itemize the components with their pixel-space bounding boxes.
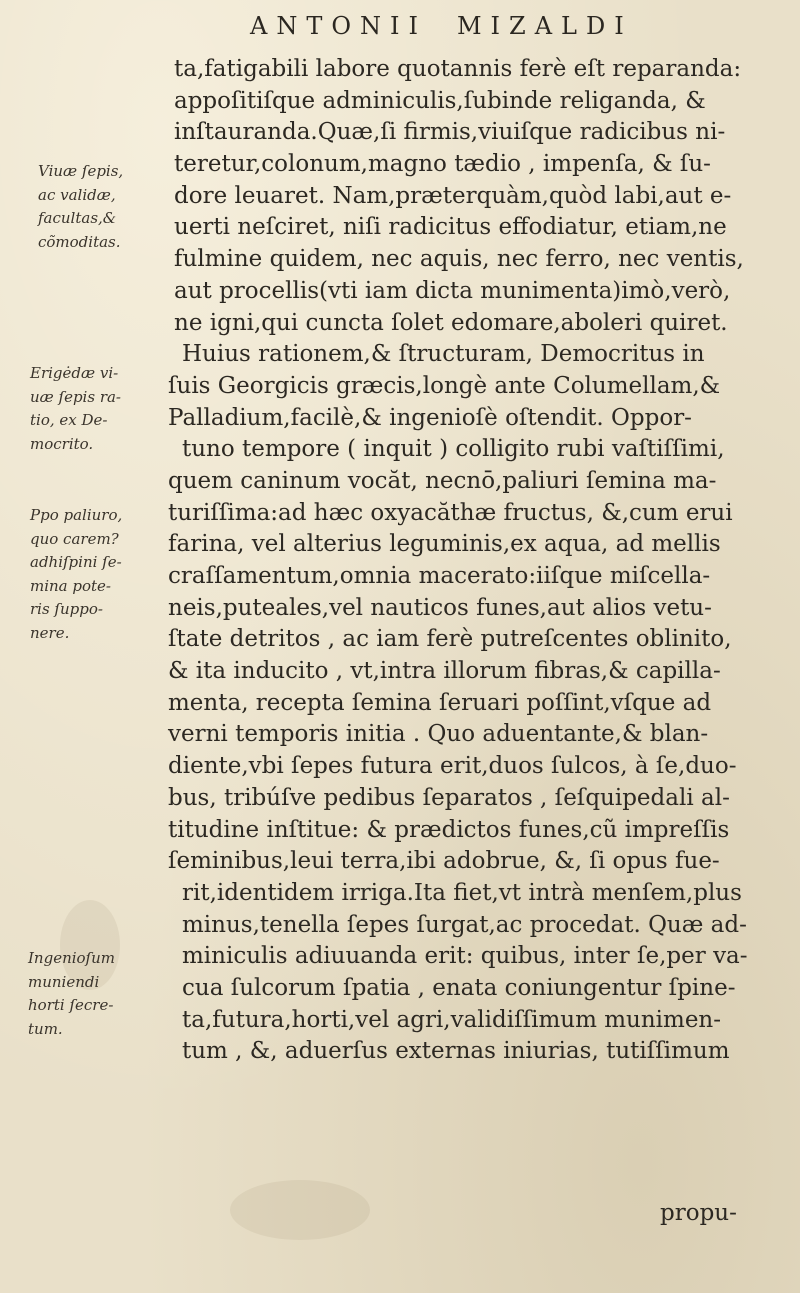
paper-stain — [230, 1180, 370, 1240]
margin-note-line: uæ ſepis ra- — [30, 387, 122, 406]
margin-note-paliuro — [30, 504, 155, 645]
text-line: ne igni,qui cuncta ſolet edomare,aboleri quiret. — [174, 309, 728, 336]
text-line: uerti neſciret, niſi radicitus effodiatur, etiam,ne — [174, 214, 727, 241]
margin-note-line: ris ſuppo- — [30, 600, 103, 618]
running-head-word-2: MIZALDI — [456, 12, 633, 40]
text-line: teretur,colonum,magno tædio , impenſa, & ſu- — [174, 151, 711, 178]
text-line: neis,puteales,vel nauticos funes,aut alios vetu- — [168, 594, 712, 621]
text-line: minus,tenella ſepes ſurgat,ac procedat. Quæ ad- — [182, 911, 747, 938]
text-line: fulmine quidem, nec aquis, nec ferro, nec ventis, — [174, 246, 744, 273]
margin-note-line: mina pote- — [30, 576, 111, 595]
text-line: miniculis adiuuanda erit: quibus, inter ſe,per va- — [182, 943, 748, 970]
text-line: ſuis Georgicis græcis,longè ante Columellam,& — [168, 372, 721, 399]
text-line: rit,identidem irriga.Ita fiet,vt intrà menſem,plus — [182, 879, 742, 906]
catchword: propu- — [660, 1200, 737, 1226]
text-line: ſeminibus,leui terra,ibi adobrue, &, ſi opus fue- — [168, 848, 720, 875]
margin-note-ingeniosum — [28, 947, 153, 1041]
text-line: aut procellis(vti iam dicta munimenta)imò,verò, — [174, 277, 731, 304]
text-line: bus, tribúſve pedibus ſeparatos , ſeſquipedali al- — [168, 784, 730, 811]
margin-note-line: ac validæ, — [38, 185, 116, 204]
margin-note-line: Viuæ ſepis, — [38, 162, 124, 180]
margin-note-erigendae — [30, 362, 155, 456]
text-line: Huius rationem,& ſtructuram, Democritus in — [182, 341, 705, 368]
text-line: dore leuaret. Nam,præterquàm,quòd labi,aut e- — [174, 182, 732, 209]
text-line: diente,vbi ſepes futura erit,duos ſulcos, à ſe,duo- — [168, 753, 737, 780]
text-line: appoſitiſque adminiculis,ſubinde religanda, & — [174, 87, 706, 114]
text-line: inſtauranda.Quæ,ſi firmis,viuiſque radicibus ni- — [174, 119, 726, 146]
margin-note-line: Ingenioſum — [28, 949, 115, 967]
text-line: & ita inducito , vt,intra illorum fibras,& capilla- — [168, 658, 721, 685]
margin-note-line: mocrito. — [30, 434, 94, 453]
text-line: menta, recepta ſemina ſeruari poſſint,vſque ad — [168, 689, 712, 716]
margin-note-line: facultas,& — [38, 209, 117, 227]
text-line: ſtate detritos , ac iam ferè putreſcentes oblinito, — [168, 626, 732, 653]
text-line: tuno tempore ( inquit ) colligito rubi vaſtiſſimi, — [182, 436, 725, 463]
margin-note-line: muniendi — [28, 972, 100, 991]
text-line: quem caninum vocăt, necnō,paliuri ſemina ma- — [168, 467, 717, 494]
margin-note-line: adhiſpini ſe- — [30, 553, 122, 571]
margin-note-line: tio, ex De- — [30, 411, 108, 429]
margin-note-line: cõmoditas. — [38, 232, 121, 251]
margin-note-line: quo carem? — [30, 529, 119, 548]
margin-note-line: horti ſecre- — [28, 996, 114, 1014]
text-line: craſſamentum,omnia macerato:iiſque miſcella- — [168, 563, 711, 589]
margin-note-viuae-sepis — [38, 160, 163, 254]
body-text — [160, 54, 800, 1068]
margin-note-line: Ppo paliuro, — [30, 506, 123, 524]
text-line: tum , &, aduerſus externas iniurias, tutiſſimum — [182, 1038, 730, 1065]
text-line: ta,futura,horti,vel agri,validiſſimum munimen- — [182, 1006, 722, 1033]
margin-note-line: tum. — [28, 1019, 63, 1038]
text-line: farina, vel alterius leguminis,ex aqua, ad mellis — [168, 531, 721, 558]
text-line: cua ſulcorum ſpatia , enata coniungentur ſpine- — [182, 974, 736, 1001]
text-line: verni temporis initia . Quo aduentante,& blan- — [168, 721, 709, 748]
running-head-word-1: ANTONII — [250, 12, 427, 40]
text-line: turiſſima:ad hæc oxyacăthæ fructus, &,cum erui — [168, 499, 733, 526]
margin-note-line: Erigėdæ vi- — [30, 364, 119, 382]
text-line: Palladium,facilè,& ingenioſè oſtendit. Oppor- — [168, 404, 692, 431]
text-line: ta,fatigabili labore quotannis ferè eſt reparanda: — [174, 56, 742, 82]
margin-note-line: nere. — [30, 623, 70, 642]
running-head — [250, 12, 750, 40]
text-line: titudine inſtitue: & prædictos funes,cũ impreſſis — [168, 816, 730, 843]
